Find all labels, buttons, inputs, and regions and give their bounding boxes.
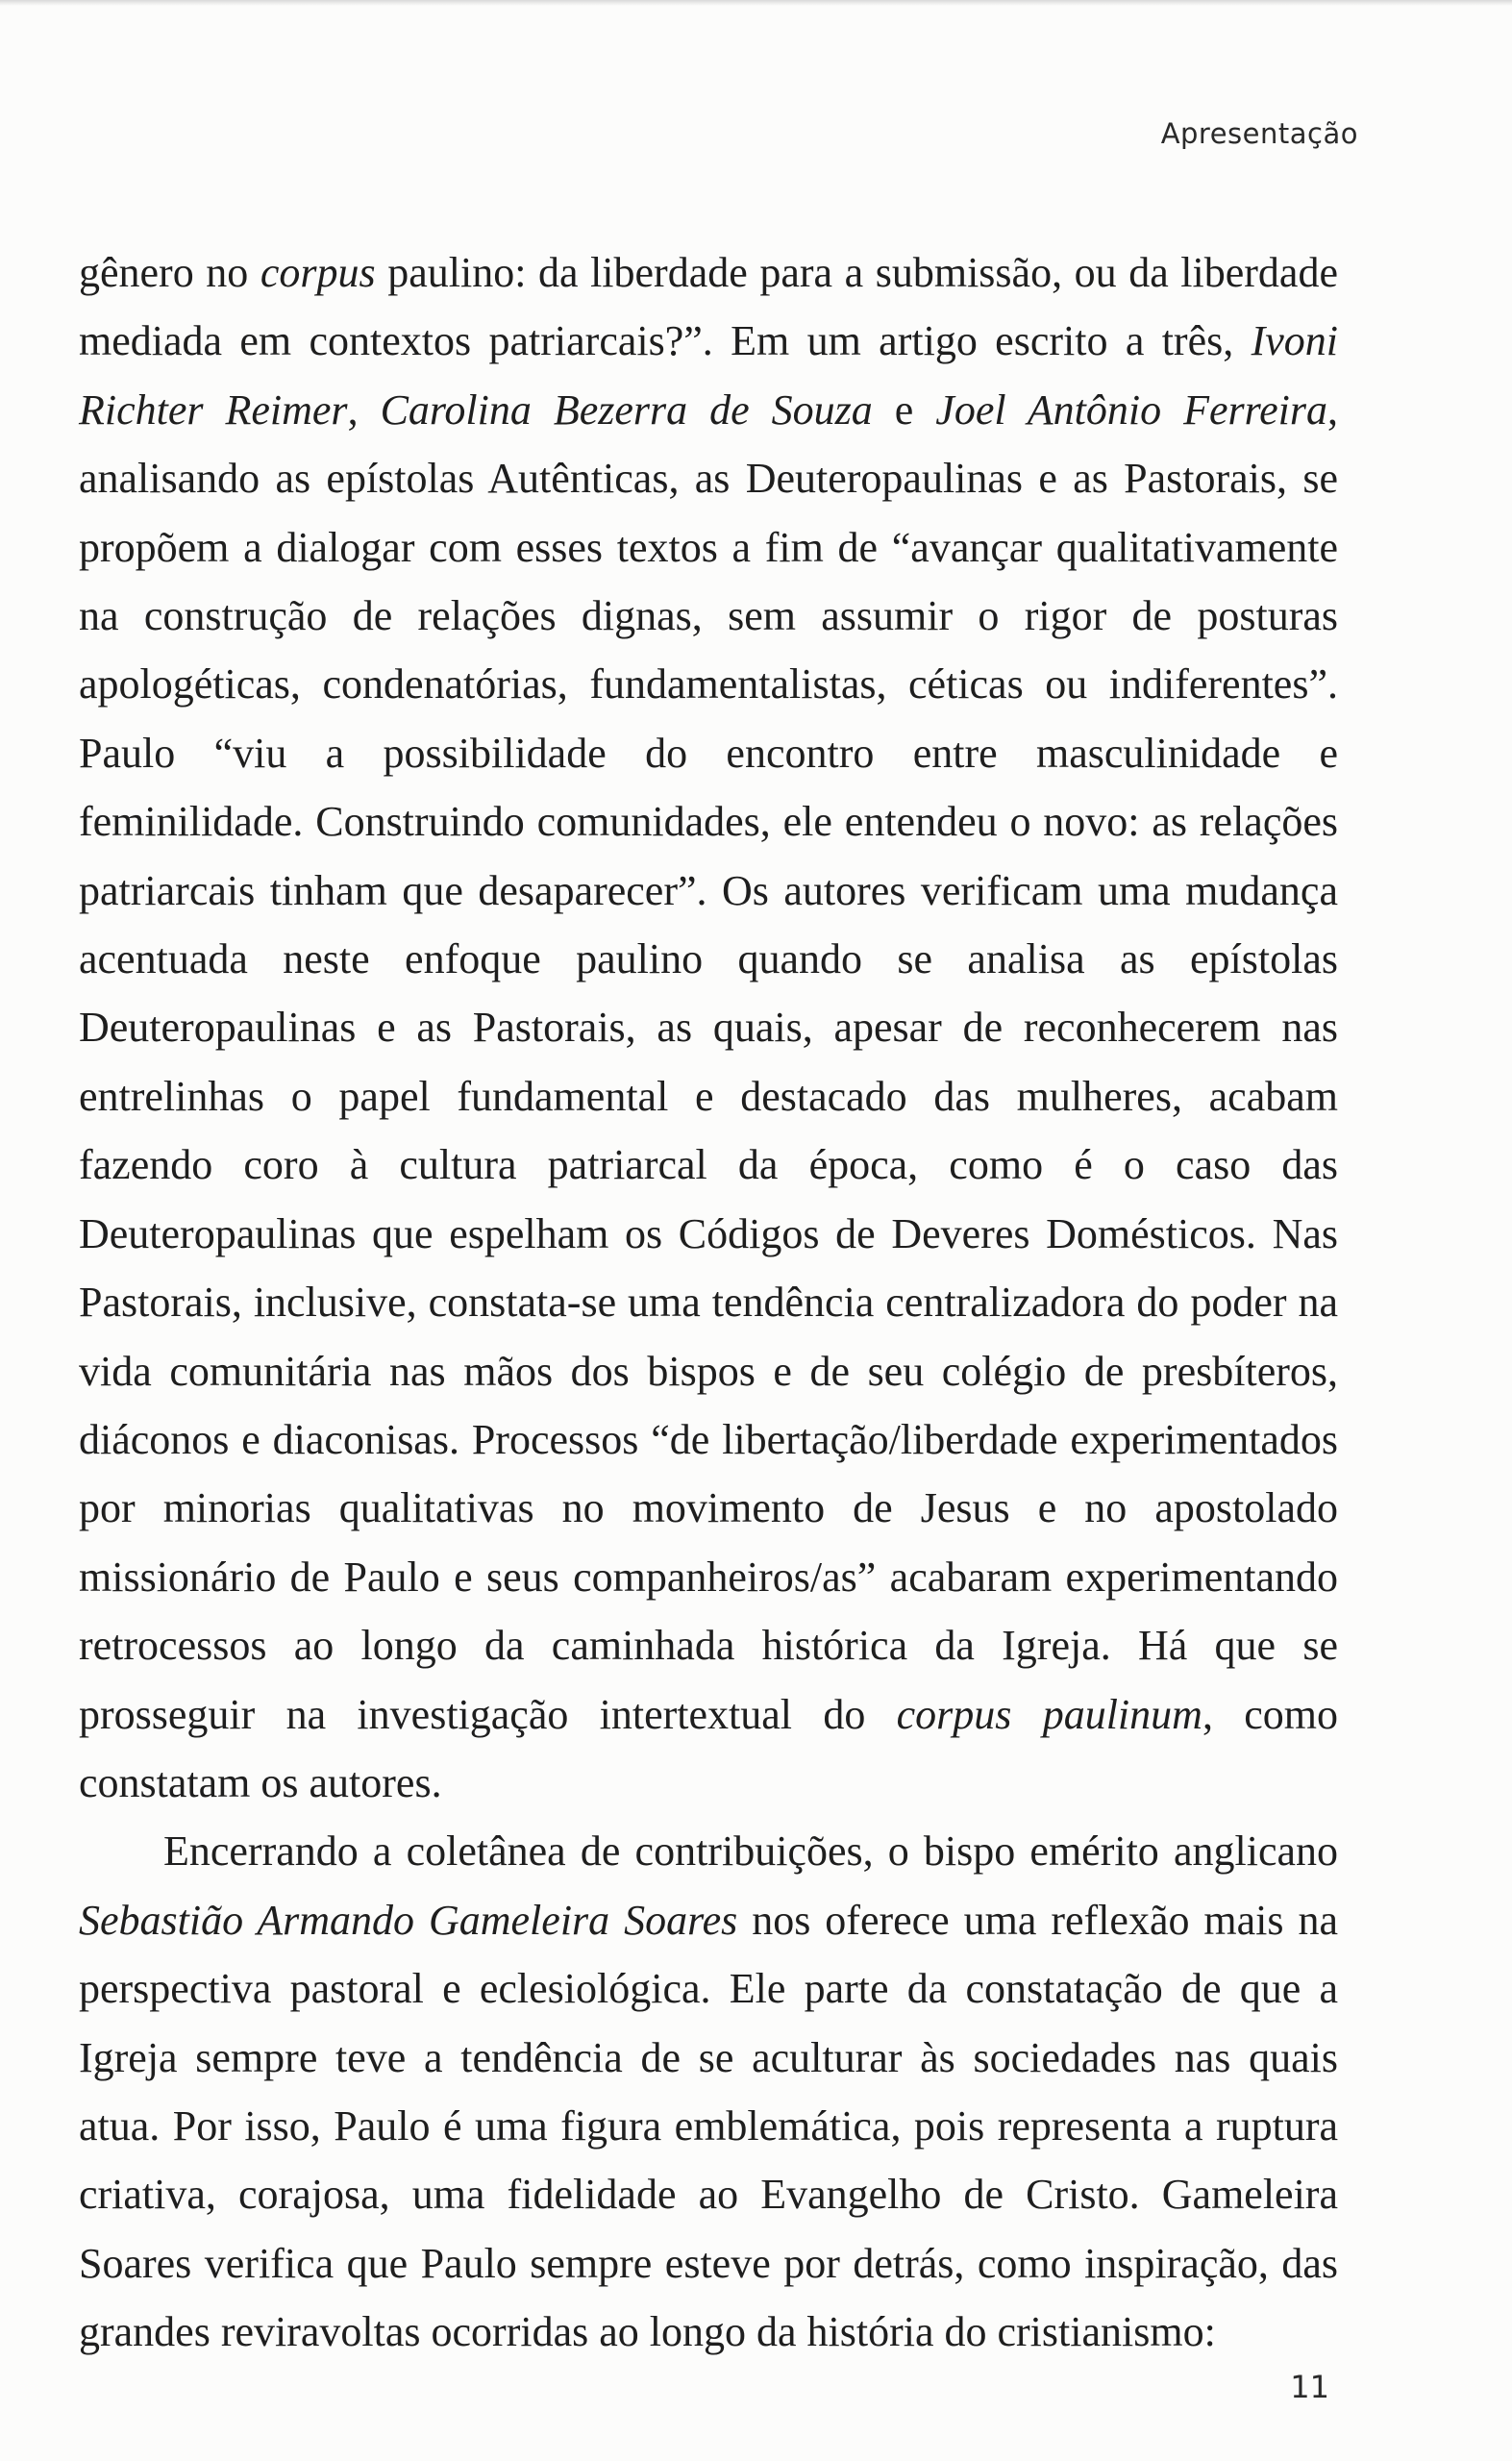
italic-run: Joel Antônio Ferreira xyxy=(935,385,1327,434)
text-run: gênero no xyxy=(79,249,260,296)
italic-run: Carolina Bezerra de Souza xyxy=(380,385,873,434)
running-head-title: Apresentação xyxy=(1160,117,1358,150)
text-run: , xyxy=(347,385,381,434)
text-run: , como constatam os autores. xyxy=(79,1690,1338,1806)
body-text xyxy=(79,238,1338,2367)
text-run: Encerrando a coletânea de contribuições, o bispo emérito anglicano xyxy=(163,1827,1338,1876)
text-run: paulino: da liberdade para a submissão, ou da liberdade mediada em contextos patriarcais?”. Em um artigo escrito a três, xyxy=(79,249,1338,365)
paragraph-1 xyxy=(79,238,1338,1817)
text-run: e xyxy=(872,385,936,434)
italic-run: corpus paulinum xyxy=(896,1690,1202,1738)
italic-run: Sebastião Armando Gameleira Soares xyxy=(79,1896,738,1944)
italic-run: corpus xyxy=(260,249,376,296)
page-top-edge xyxy=(0,0,1512,6)
paragraph-2 xyxy=(79,1817,1338,2366)
page-number: 11 xyxy=(1290,2369,1329,2405)
text-run: nos oferece uma reflexão mais na perspectiva pastoral e eclesiológica. Ele parte da constatação de que a Igreja sempre teve a tendência de se aculturar às sociedades nas quais atua. Por isso, Paulo é uma figura emblemática, pois representa a ruptura criativa, corajosa, uma fidelidade ao Evangelho de Cristo. Gameleira Soares verifica que Paulo sempre esteve por detrás, como inspiração, das grandes reviravoltas ocorridas ao longo da história do cristianismo: xyxy=(79,1896,1339,2356)
italic-run: Ivoni Richter Reimer xyxy=(79,317,1338,434)
text-run: , analisando as epístolas Autênticas, as Deuteropaulinas e as Pastorais, se propõem a dialogar com esses textos a fim de “avançar qualitativamente na construção de relações dignas, sem assumir o rigor de posturas apologéticas, condenatórias, fundamentalistas, céticas ou indiferentes”. Paulo “viu a possibilidade do encontro entre masculinidade e feminilidade. Construindo comunidades, ele entendeu o novo: as relações patriarcais tinham que desaparecer”. Os autores verificam uma mudança acentuada neste enfoque paulino quando se analisa as epístolas Deuteropaulinas e as Pastorais, as quais, apesar de reconhecerem nas entrelinhas o papel fundamental e destacado das mulheres, acabam fazendo coro à cultura patriarcal da época, como é o caso das Deuteropaulinas que espelham os Códigos de Deveres Domésticos. Nas Pastorais, inclusive, constata-se uma tendência centralizadora do poder na vida comunitária nas mãos dos bispos e de seu colégio de presbíteros, diáconos e diaconisas. Processos “de libertação/liberdade experimentados por minorias qualitativas no movimento de Jesus e no apostolado missionário de Paulo e seus companheiros/as” acabaram experimentando retrocessos ao longo da caminhada histórica da Igreja. Há que se prosseguir na investigação intertextual do xyxy=(79,385,1338,1738)
